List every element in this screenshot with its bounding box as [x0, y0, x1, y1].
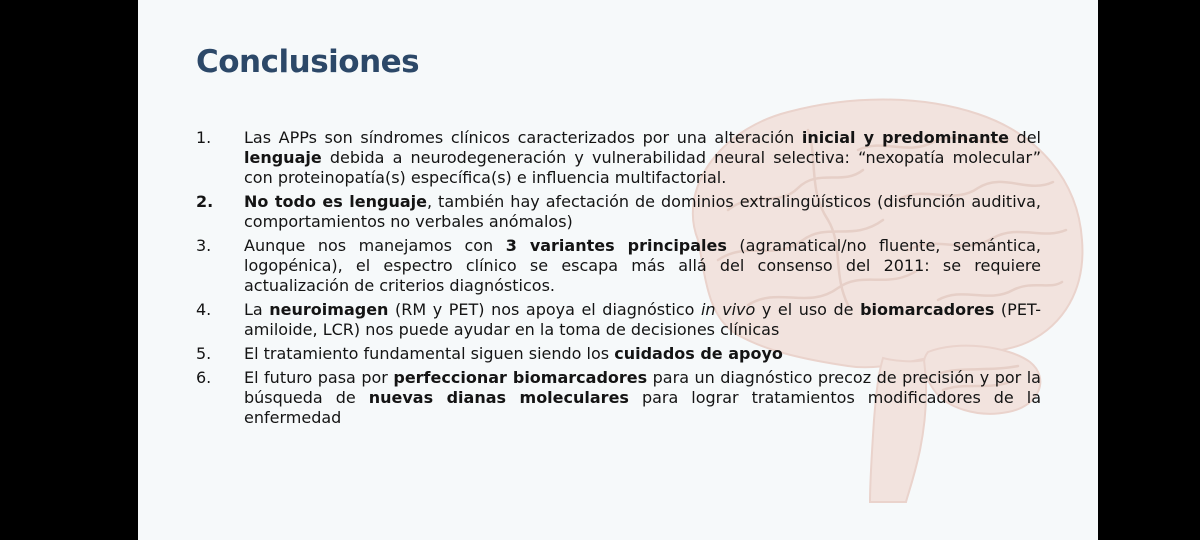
item-text: El tratamiento fundamental siguen siendo los cuidados de apoyo — [244, 344, 783, 363]
item-text: No todo es lenguaje, también hay afectación de dominios extralingüísticos (disfunción auditiva, comportamientos no verbales anómalos) — [244, 192, 1042, 231]
item-number: 3. — [196, 236, 212, 255]
list-item — [196, 192, 1041, 232]
item-number: 2. — [196, 192, 214, 211]
list-item — [196, 368, 1041, 428]
slide — [138, 0, 1098, 540]
item-number: 1. — [196, 128, 212, 147]
conclusions-list — [196, 128, 1041, 432]
item-text: Las APPs son síndromes clínicos caracterizados por una alteración inicial y predominante del lenguaje debida a neurodegeneración y vulnerabilidad neural selectiva: “nexopatía molecular” con proteinopatía(s) específica(s) e influencia multifactorial. — [244, 128, 1042, 187]
list-item — [196, 300, 1041, 340]
item-number: 5. — [196, 344, 212, 363]
item-text: El futuro pasa por perfeccionar biomarcadores para un diagnóstico precoz de precisión y por la búsqueda de nuevas dianas moleculares para lograr tratamientos modificadores de la enfermedad — [244, 368, 1042, 427]
item-number: 4. — [196, 300, 212, 319]
list-item — [196, 344, 1041, 364]
item-text: Aunque nos manejamos con 3 variantes principales (agramatical/no fluente, semántica, logopénica), el espectro clínico se escapa más allá del consenso del 2011: se requiere actualización de criterios diagnósticos. — [244, 236, 1042, 295]
slide-title: Conclusiones — [196, 44, 420, 80]
list-item — [196, 128, 1041, 188]
item-number: 6. — [196, 368, 212, 387]
item-text: La neuroimagen (RM y PET) nos apoya el diagnóstico in vivo y el uso de biomarcadores (PET-amiloide, LCR) nos puede ayudar en la toma de decisiones clínicas — [244, 300, 1042, 339]
list-item — [196, 236, 1041, 296]
